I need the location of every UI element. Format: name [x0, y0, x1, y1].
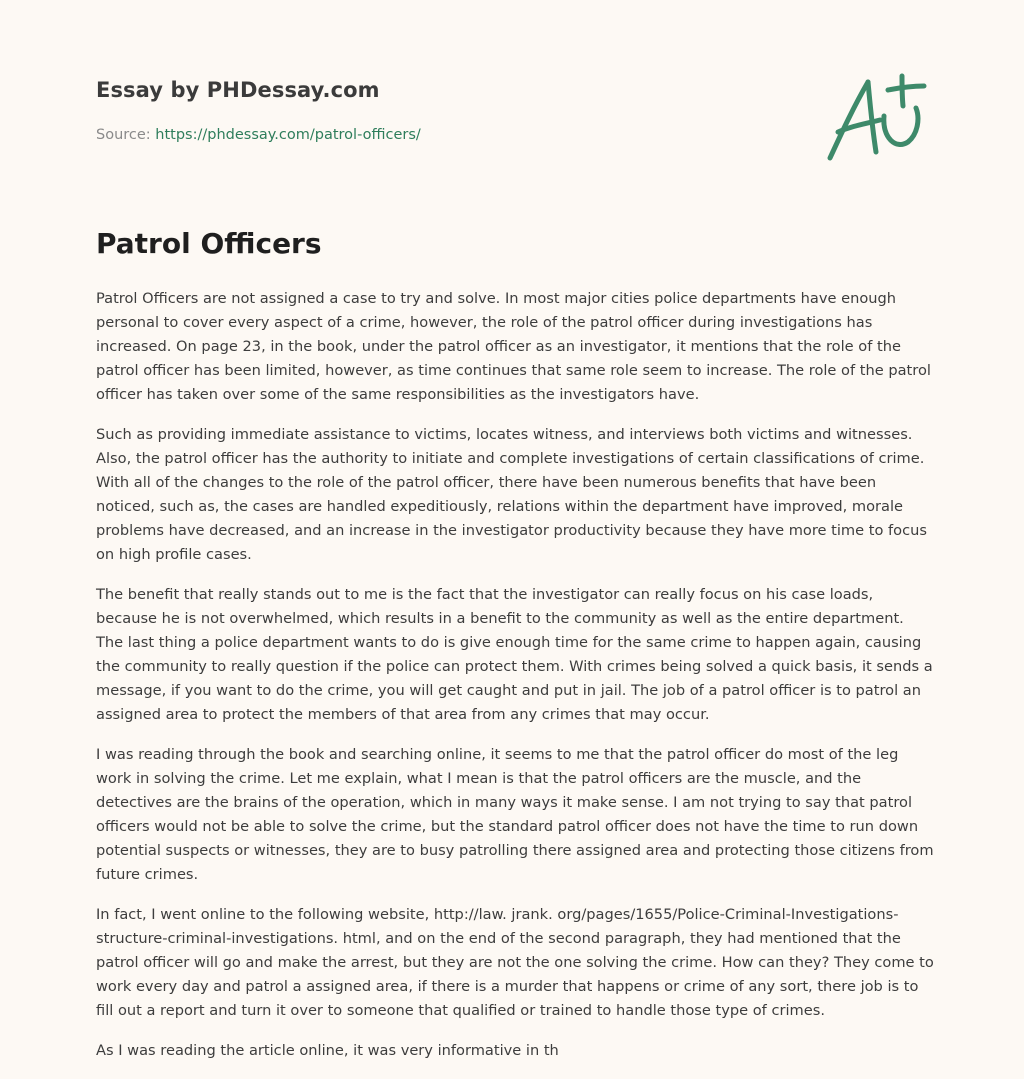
article-paragraph: I was reading through the book and searching online, it seems to me that the patrol officer do most of the leg work in solving the crime. Let me explain, what I mean is that the patrol officers are the muscle, and the detectives are the brains of the operation, which in many ways it make sense. I am not trying to say that patrol officers would not be able to solve the crime, but the standard patrol officer does not have the time to run down potential suspects or witnesses, they are to busy patrolling there assigned area and protecting those citizens from future crimes. [96, 746, 934, 883]
article-paragraph: The benefit that really stands out to me is the fact that the investigator can really focus on his case loads, because he is not overwhelmed, which results in a benefit to the community as well as the entire department. The last thing a police department wants to do is give enough time for the same crime to happen again, causing the community to really question if the police can protect them. With crimes being solved a quick basis, it sends a message, if you want to do the crime, you will get caught and put in jail. The job of a patrol officer is to patrol an assigned area to protect the members of that area from any crimes that may occur. [96, 586, 933, 723]
source-link[interactable]: https://phdessay.com/patrol-officers/ [155, 127, 421, 143]
article-paragraph: Such as providing immediate assistance to victims, locates witness, and interviews both victims and witnesses. Also, the patrol officer has the authority to initiate and complete investigations of certain classifications of crime. With all of the changes to the role of the patrol officer, there have been numerous benefits that have been noticed, such as, the cases are handled expeditiously, relations within the department have improved, morale problems have decreased, and an increase in the investigator productivity because they have more time to focus on high profile cases. [96, 426, 927, 563]
brand-title: Essay by PHDessay.com [96, 78, 380, 102]
source-label: Source: [96, 127, 156, 143]
article-paragraph: In fact, I went online to the following website, http://law. jrank. org/pages/1655/Police-Criminal-Investigations-structure-criminal-investigations. html, and on the end of the second paragraph, they had mentioned that the patrol officer will go and make the arrest, but they are not the one solving the crime. How can they? They come to work every day and patrol a assigned area, if there is a murder that happens or crime of any sort, there job is to fill out a report and turn it over to someone that qualified or trained to handle those type of crimes. [96, 906, 934, 1019]
page-header [96, 74, 928, 184]
article-title: Patrol Officers [96, 227, 322, 260]
source-line [96, 125, 928, 145]
article-paragraph: Patrol Officers are not assigned a case to try and solve. In most major cities police departments have enough personal to cover every aspect of a crime, however, the role of the patrol officer during investigations has increased. On page 23, in the book, under the patrol officer as an investigator, it mentions that the role of the patrol officer has been limited, however, as time continues that same role seem to increase. The role of the patrol officer has taken over some of the same responsibilities as the investigators have. [96, 290, 931, 403]
article-paragraph-truncated: As I was reading the article online, it was very informative in th [96, 1042, 559, 1059]
a-plus-logo-icon [824, 68, 928, 166]
article-body [96, 222, 934, 1079]
